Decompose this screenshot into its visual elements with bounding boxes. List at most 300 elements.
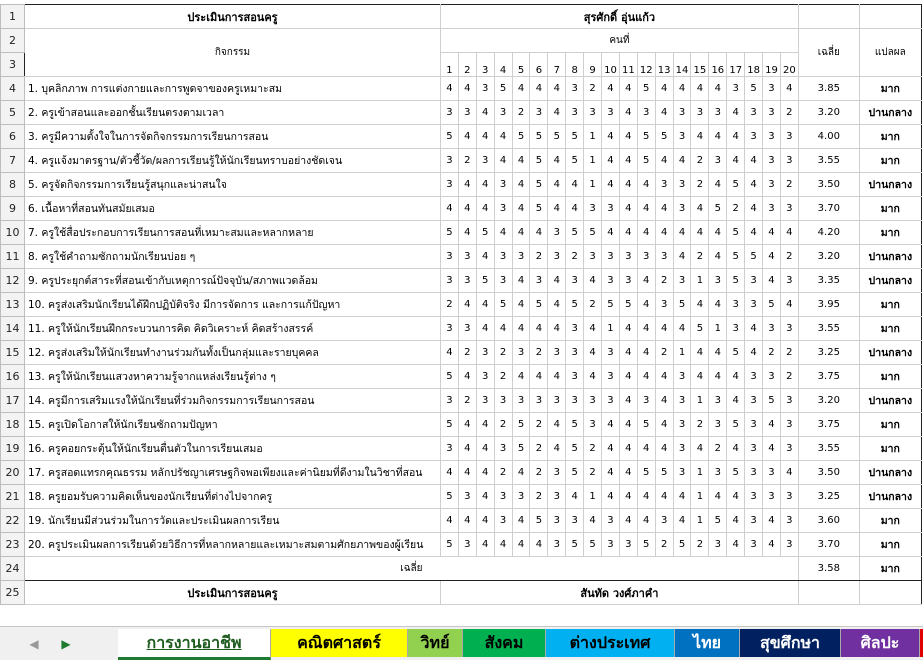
score-cell[interactable]: 4 (458, 461, 476, 485)
score-cell[interactable]: 2 (780, 365, 798, 389)
score-cell[interactable]: 3 (780, 485, 798, 509)
score-cell[interactable]: 3 (494, 245, 512, 269)
score-cell[interactable]: 5 (566, 533, 584, 557)
score-cell[interactable]: 1 (584, 485, 602, 509)
score-cell[interactable]: 5 (512, 413, 530, 437)
score-cell[interactable]: 3 (494, 197, 512, 221)
score-cell[interactable]: 4 (637, 485, 655, 509)
score-cell[interactable]: 4 (745, 173, 763, 197)
average-cell[interactable]: 3.75 (798, 413, 859, 437)
score-cell[interactable]: 4 (619, 149, 637, 173)
score-cell[interactable]: 2 (691, 533, 709, 557)
score-cell[interactable]: 4 (602, 413, 620, 437)
score-cell[interactable]: 5 (566, 125, 584, 149)
score-cell[interactable]: 4 (512, 149, 530, 173)
result-cell[interactable]: มาก (859, 293, 921, 317)
score-cell[interactable]: 4 (691, 341, 709, 365)
score-cell[interactable]: 3 (745, 389, 763, 413)
score-cell[interactable]: 4 (476, 293, 494, 317)
score-cell[interactable]: 3 (548, 245, 566, 269)
score-cell[interactable]: 4 (763, 509, 781, 533)
score-cell[interactable]: 3 (655, 509, 673, 533)
score-cell[interactable]: 1 (691, 389, 709, 413)
result-cell[interactable]: ปานกลาง (859, 269, 921, 293)
score-cell[interactable]: 4 (530, 77, 548, 101)
interp-header[interactable]: แปลผล (859, 29, 921, 77)
score-cell[interactable]: 3 (763, 461, 781, 485)
score-cell[interactable]: 4 (458, 437, 476, 461)
score-cell[interactable]: 5 (566, 413, 584, 437)
person-number[interactable]: 8 (566, 53, 584, 77)
score-cell[interactable]: 4 (494, 221, 512, 245)
score-cell[interactable]: 3 (763, 197, 781, 221)
score-cell[interactable]: 4 (655, 437, 673, 461)
score-cell[interactable]: 3 (637, 101, 655, 125)
score-cell[interactable]: 3 (727, 293, 745, 317)
score-cell[interactable]: 4 (727, 101, 745, 125)
score-cell[interactable]: 4 (780, 461, 798, 485)
score-cell[interactable]: 1 (602, 317, 620, 341)
score-cell[interactable]: 3 (691, 101, 709, 125)
person-number[interactable]: 9 (584, 53, 602, 77)
score-cell[interactable]: 3 (745, 293, 763, 317)
score-cell[interactable]: 5 (727, 413, 745, 437)
score-cell[interactable]: 5 (745, 245, 763, 269)
score-cell[interactable]: 4 (619, 221, 637, 245)
score-cell[interactable]: 3 (441, 173, 459, 197)
score-cell[interactable]: 2 (780, 245, 798, 269)
score-cell[interactable]: 4 (441, 341, 459, 365)
score-cell[interactable]: 5 (745, 77, 763, 101)
score-cell[interactable]: 4 (512, 269, 530, 293)
score-cell[interactable]: 4 (602, 149, 620, 173)
score-cell[interactable]: 4 (655, 317, 673, 341)
sheet-tab[interactable]: ไทย (675, 629, 740, 657)
score-cell[interactable]: 3 (673, 365, 691, 389)
score-cell[interactable]: 4 (476, 485, 494, 509)
activity-cell[interactable]: 15. ครูเปิดโอกาสให้นักเรียนซักถามปัญหา (25, 413, 441, 437)
score-cell[interactable]: 3 (637, 245, 655, 269)
score-cell[interactable]: 5 (512, 437, 530, 461)
score-cell[interactable]: 2 (530, 461, 548, 485)
score-cell[interactable]: 2 (566, 245, 584, 269)
score-cell[interactable]: 3 (673, 389, 691, 413)
score-cell[interactable]: 3 (673, 413, 691, 437)
score-cell[interactable]: 3 (745, 437, 763, 461)
score-cell[interactable]: 3 (494, 173, 512, 197)
score-cell[interactable]: 5 (709, 509, 727, 533)
score-cell[interactable]: 4 (476, 509, 494, 533)
score-cell[interactable]: 4 (691, 221, 709, 245)
score-cell[interactable]: 3 (727, 77, 745, 101)
score-cell[interactable]: 5 (673, 533, 691, 557)
person-number[interactable]: 10 (602, 53, 620, 77)
result-cell[interactable]: มาก (859, 437, 921, 461)
score-cell[interactable]: 5 (637, 77, 655, 101)
score-cell[interactable]: 3 (548, 221, 566, 245)
score-cell[interactable]: 4 (637, 221, 655, 245)
score-cell[interactable]: 4 (637, 317, 655, 341)
score-cell[interactable]: 3 (602, 533, 620, 557)
activity-header[interactable]: กิจกรรม (25, 29, 441, 77)
score-cell[interactable]: 3 (780, 269, 798, 293)
score-cell[interactable]: 3 (763, 125, 781, 149)
person-header[interactable]: คนที่ (441, 29, 799, 53)
score-cell[interactable]: 4 (458, 197, 476, 221)
score-cell[interactable]: 2 (494, 413, 512, 437)
score-cell[interactable]: 4 (709, 221, 727, 245)
score-cell[interactable]: 4 (691, 197, 709, 221)
score-cell[interactable]: 5 (566, 461, 584, 485)
score-cell[interactable]: 4 (619, 461, 637, 485)
score-cell[interactable]: 4 (619, 341, 637, 365)
score-cell[interactable]: 4 (512, 317, 530, 341)
score-cell[interactable]: 3 (745, 413, 763, 437)
score-cell[interactable]: 4 (709, 77, 727, 101)
score-cell[interactable]: 4 (619, 365, 637, 389)
score-cell[interactable]: 3 (566, 317, 584, 341)
score-cell[interactable]: 4 (548, 293, 566, 317)
person-number[interactable]: 2 (458, 53, 476, 77)
score-cell[interactable]: 4 (655, 365, 673, 389)
score-cell[interactable]: 5 (530, 149, 548, 173)
score-cell[interactable]: 4 (691, 437, 709, 461)
teacher-name[interactable]: สุรศักดิ์ อุ่นแก้ว (441, 5, 799, 29)
score-cell[interactable]: 3 (602, 509, 620, 533)
score-cell[interactable]: 5 (727, 461, 745, 485)
score-cell[interactable]: 4 (548, 149, 566, 173)
activity-cell[interactable]: 18. ครูยอมรับความคิดเห็นของนักเรียนที่ต่างไปจากครู (25, 485, 441, 509)
score-cell[interactable]: 3 (673, 125, 691, 149)
score-cell[interactable]: 4 (584, 341, 602, 365)
score-cell[interactable]: 4 (441, 461, 459, 485)
score-cell[interactable]: 2 (458, 149, 476, 173)
score-cell[interactable]: 4 (745, 221, 763, 245)
score-cell[interactable]: 4 (637, 173, 655, 197)
score-cell[interactable]: 4 (745, 341, 763, 365)
score-cell[interactable]: 4 (619, 197, 637, 221)
score-cell[interactable]: 3 (584, 245, 602, 269)
score-cell[interactable]: 4 (745, 317, 763, 341)
score-cell[interactable]: 4 (619, 173, 637, 197)
result-cell[interactable]: ปานกลาง (859, 245, 921, 269)
average-cell[interactable]: 3.20 (798, 389, 859, 413)
summary-label[interactable]: เฉลี่ย (25, 557, 799, 581)
score-cell[interactable]: 3 (745, 533, 763, 557)
score-cell[interactable]: 4 (619, 77, 637, 101)
score-cell[interactable]: 5 (584, 221, 602, 245)
score-cell[interactable]: 4 (619, 437, 637, 461)
score-cell[interactable]: 4 (512, 533, 530, 557)
score-cell[interactable]: 3 (709, 413, 727, 437)
activity-cell[interactable]: 1. บุคลิกภาพ การแต่งกายและการพูดจาของครูเหมาะสม (25, 77, 441, 101)
score-cell[interactable]: 3 (584, 389, 602, 413)
score-cell[interactable]: 3 (745, 485, 763, 509)
score-cell[interactable]: 2 (441, 293, 459, 317)
score-cell[interactable]: 3 (745, 125, 763, 149)
score-cell[interactable]: 5 (566, 293, 584, 317)
score-cell[interactable]: 2 (494, 461, 512, 485)
cell[interactable] (798, 581, 859, 605)
score-cell[interactable]: 5 (727, 341, 745, 365)
prev-sheet-button[interactable] (26, 635, 42, 653)
score-cell[interactable]: 5 (727, 221, 745, 245)
score-cell[interactable]: 4 (602, 437, 620, 461)
score-cell[interactable]: 4 (655, 485, 673, 509)
score-cell[interactable]: 4 (691, 365, 709, 389)
score-cell[interactable]: 4 (763, 269, 781, 293)
score-cell[interactable]: 4 (673, 317, 691, 341)
score-cell[interactable]: 3 (566, 365, 584, 389)
score-cell[interactable]: 4 (476, 125, 494, 149)
score-cell[interactable]: 2 (691, 173, 709, 197)
person-number[interactable]: 14 (673, 53, 691, 77)
result-cell[interactable]: มาก (859, 197, 921, 221)
score-cell[interactable]: 4 (709, 485, 727, 509)
person-number[interactable]: 1 (441, 53, 459, 77)
score-cell[interactable]: 3 (548, 509, 566, 533)
score-cell[interactable]: 3 (673, 461, 691, 485)
score-cell[interactable]: 4 (441, 77, 459, 101)
score-cell[interactable]: 4 (673, 221, 691, 245)
score-cell[interactable]: 4 (637, 269, 655, 293)
score-cell[interactable]: 3 (780, 317, 798, 341)
score-cell[interactable]: 3 (494, 101, 512, 125)
score-cell[interactable]: 4 (619, 125, 637, 149)
score-cell[interactable]: 3 (673, 269, 691, 293)
score-cell[interactable]: 3 (548, 461, 566, 485)
score-cell[interactable]: 1 (584, 173, 602, 197)
activity-cell[interactable]: 7. ครูใช้สื่อประกอบการเรียนการสอนที่เหมาะสมและหลากหลาย (25, 221, 441, 245)
sheet-title-next[interactable]: ประเมินการสอนครู (25, 581, 441, 605)
score-cell[interactable]: 2 (458, 341, 476, 365)
score-cell[interactable]: 4 (619, 413, 637, 437)
cell[interactable] (859, 5, 921, 29)
score-cell[interactable]: 4 (655, 389, 673, 413)
score-cell[interactable]: 4 (476, 317, 494, 341)
sheet-tab[interactable]: สุขศึกษา (740, 629, 841, 657)
score-cell[interactable]: 3 (745, 365, 763, 389)
score-cell[interactable]: 2 (584, 437, 602, 461)
score-cell[interactable]: 3 (494, 389, 512, 413)
result-cell[interactable]: มาก (859, 365, 921, 389)
score-cell[interactable]: 2 (530, 413, 548, 437)
result-cell[interactable]: มาก (859, 533, 921, 557)
score-cell[interactable]: 4 (476, 101, 494, 125)
score-cell[interactable]: 4 (673, 77, 691, 101)
score-cell[interactable]: 3 (763, 485, 781, 509)
cell[interactable] (859, 581, 921, 605)
person-number[interactable]: 15 (691, 53, 709, 77)
score-cell[interactable]: 3 (494, 269, 512, 293)
score-cell[interactable]: 1 (691, 485, 709, 509)
score-cell[interactable]: 3 (548, 533, 566, 557)
score-cell[interactable]: 4 (763, 245, 781, 269)
score-cell[interactable]: 3 (458, 317, 476, 341)
score-cell[interactable]: 4 (458, 293, 476, 317)
score-cell[interactable]: 5 (476, 269, 494, 293)
score-cell[interactable]: 4 (494, 317, 512, 341)
score-cell[interactable]: 4 (637, 437, 655, 461)
score-cell[interactable]: 3 (458, 533, 476, 557)
score-cell[interactable]: 4 (655, 197, 673, 221)
score-cell[interactable]: 4 (476, 413, 494, 437)
score-cell[interactable]: 4 (548, 269, 566, 293)
score-cell[interactable]: 2 (512, 101, 530, 125)
sheet-tab[interactable]: วิทย์ (408, 629, 463, 657)
score-cell[interactable]: 5 (530, 509, 548, 533)
score-cell[interactable]: 1 (691, 509, 709, 533)
average-cell[interactable]: 3.20 (798, 245, 859, 269)
score-cell[interactable]: 3 (602, 197, 620, 221)
score-cell[interactable]: 2 (458, 389, 476, 413)
score-cell[interactable]: 5 (673, 293, 691, 317)
score-cell[interactable]: 4 (441, 197, 459, 221)
result-cell[interactable]: มาก (859, 77, 921, 101)
score-cell[interactable]: 4 (602, 77, 620, 101)
score-cell[interactable]: 4 (494, 533, 512, 557)
score-cell[interactable]: 4 (458, 125, 476, 149)
score-cell[interactable]: 3 (530, 389, 548, 413)
score-cell[interactable]: 3 (441, 101, 459, 125)
score-cell[interactable]: 3 (476, 149, 494, 173)
person-number[interactable]: 4 (494, 53, 512, 77)
score-cell[interactable]: 3 (619, 533, 637, 557)
score-cell[interactable]: 4 (548, 101, 566, 125)
score-cell[interactable]: 3 (548, 389, 566, 413)
score-cell[interactable]: 4 (780, 221, 798, 245)
score-cell[interactable]: 5 (763, 293, 781, 317)
score-cell[interactable]: 3 (780, 197, 798, 221)
score-cell[interactable]: 3 (763, 101, 781, 125)
result-cell[interactable]: มาก (859, 221, 921, 245)
score-cell[interactable]: 4 (763, 437, 781, 461)
score-cell[interactable]: 4 (619, 317, 637, 341)
activity-cell[interactable]: 6. เนื้อหาที่สอนทันสมัยเสมอ (25, 197, 441, 221)
score-cell[interactable]: 3 (476, 341, 494, 365)
score-cell[interactable]: 3 (441, 317, 459, 341)
average-cell[interactable]: 3.35 (798, 269, 859, 293)
score-cell[interactable]: 5 (637, 413, 655, 437)
score-cell[interactable]: 3 (566, 269, 584, 293)
result-cell[interactable]: มาก (859, 509, 921, 533)
score-cell[interactable]: 4 (494, 125, 512, 149)
score-cell[interactable]: 5 (655, 125, 673, 149)
score-cell[interactable]: 2 (709, 437, 727, 461)
score-cell[interactable]: 3 (637, 389, 655, 413)
score-cell[interactable]: 3 (566, 341, 584, 365)
score-cell[interactable]: 4 (619, 389, 637, 413)
score-cell[interactable]: 4 (512, 173, 530, 197)
score-cell[interactable]: 4 (709, 245, 727, 269)
score-cell[interactable]: 5 (655, 461, 673, 485)
score-cell[interactable]: 3 (763, 173, 781, 197)
score-cell[interactable]: 3 (584, 101, 602, 125)
activity-cell[interactable]: 2. ครูเข้าสอนและออกชั้นเรียนตรงตามเวลา (25, 101, 441, 125)
score-cell[interactable]: 5 (441, 365, 459, 389)
score-cell[interactable]: 2 (763, 341, 781, 365)
score-cell[interactable]: 2 (780, 101, 798, 125)
person-number[interactable]: 16 (709, 53, 727, 77)
score-cell[interactable]: 3 (602, 365, 620, 389)
score-cell[interactable]: 3 (458, 485, 476, 509)
activity-cell[interactable]: 5. ครูจัดกิจกรรมการเรียนรู้สนุกและน่าสนใจ (25, 173, 441, 197)
activity-cell[interactable]: 19. นักเรียนมีส่วนร่วมในการวัดและประเมินผลการเรียน (25, 509, 441, 533)
score-cell[interactable]: 4 (619, 509, 637, 533)
score-cell[interactable]: 4 (548, 173, 566, 197)
result-cell[interactable]: ปานกลาง (859, 101, 921, 125)
average-cell[interactable]: 3.70 (798, 197, 859, 221)
score-cell[interactable]: 4 (780, 77, 798, 101)
person-number[interactable]: 19 (763, 53, 781, 77)
score-cell[interactable]: 4 (566, 485, 584, 509)
activity-cell[interactable]: 3. ครูมีความตั้งใจในการจัดกิจกรรมการเรียนการสอน (25, 125, 441, 149)
score-cell[interactable]: 3 (476, 365, 494, 389)
score-cell[interactable]: 4 (709, 365, 727, 389)
score-cell[interactable]: 4 (745, 197, 763, 221)
average-cell[interactable]: 3.55 (798, 317, 859, 341)
score-cell[interactable]: 4 (727, 365, 745, 389)
score-cell[interactable]: 5 (476, 221, 494, 245)
person-number[interactable]: 17 (727, 53, 745, 77)
score-cell[interactable]: 4 (727, 149, 745, 173)
score-cell[interactable]: 3 (763, 77, 781, 101)
score-cell[interactable]: 2 (655, 533, 673, 557)
score-cell[interactable]: 2 (691, 245, 709, 269)
score-cell[interactable]: 3 (602, 101, 620, 125)
average-cell[interactable]: 3.55 (798, 149, 859, 173)
score-cell[interactable]: 2 (780, 173, 798, 197)
score-cell[interactable]: 2 (727, 197, 745, 221)
score-cell[interactable]: 3 (566, 77, 584, 101)
score-cell[interactable]: 4 (566, 197, 584, 221)
score-cell[interactable]: 4 (476, 197, 494, 221)
score-cell[interactable]: 3 (709, 389, 727, 413)
score-cell[interactable]: 3 (548, 485, 566, 509)
score-cell[interactable]: 4 (458, 77, 476, 101)
score-cell[interactable]: 4 (458, 509, 476, 533)
sheet-tab[interactable]: ต่างประเทศ (546, 629, 675, 657)
score-cell[interactable]: 4 (673, 485, 691, 509)
score-cell[interactable]: 3 (673, 437, 691, 461)
score-cell[interactable]: 3 (673, 173, 691, 197)
score-cell[interactable]: 3 (602, 245, 620, 269)
score-cell[interactable]: 3 (584, 413, 602, 437)
score-cell[interactable]: 1 (673, 341, 691, 365)
score-cell[interactable]: 4 (655, 77, 673, 101)
score-cell[interactable]: 3 (458, 245, 476, 269)
score-cell[interactable]: 4 (602, 485, 620, 509)
score-cell[interactable]: 4 (691, 77, 709, 101)
score-cell[interactable]: 5 (691, 317, 709, 341)
score-cell[interactable]: 5 (637, 533, 655, 557)
score-cell[interactable]: 5 (441, 413, 459, 437)
result-cell[interactable]: ปานกลาง (859, 173, 921, 197)
score-cell[interactable]: 4 (512, 365, 530, 389)
average-cell[interactable]: 3.70 (798, 533, 859, 557)
score-cell[interactable]: 2 (530, 341, 548, 365)
score-cell[interactable]: 1 (691, 461, 709, 485)
activity-cell[interactable]: 14. ครูมีการเสริมแรงให้นักเรียนที่ร่วมกิจกรรมการเรียนการสอน (25, 389, 441, 413)
score-cell[interactable]: 5 (584, 533, 602, 557)
score-cell[interactable]: 3 (655, 173, 673, 197)
score-cell[interactable]: 4 (709, 293, 727, 317)
score-cell[interactable]: 3 (673, 197, 691, 221)
score-cell[interactable]: 3 (566, 509, 584, 533)
score-cell[interactable]: 5 (763, 389, 781, 413)
score-cell[interactable]: 4 (763, 221, 781, 245)
score-cell[interactable]: 5 (727, 269, 745, 293)
